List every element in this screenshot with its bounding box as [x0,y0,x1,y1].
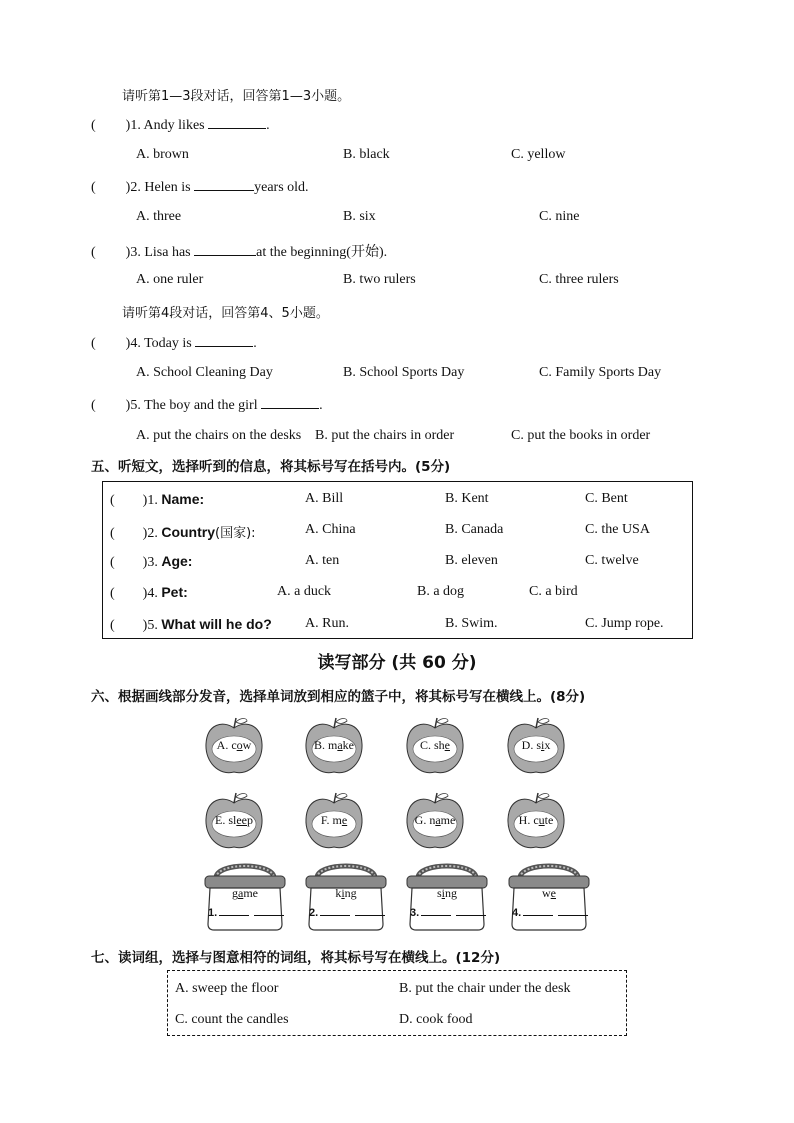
apple-word-card [404,791,466,853]
s5-num: )4. [142,586,158,601]
basket-answer-line[interactable]: 1. [208,906,284,919]
question-5-text: )5. The boy and the girl [125,398,258,413]
s5-r1-a: A. Bill [305,491,344,506]
s5-r3-a: A. ten [305,553,340,568]
q4-option-c: C. Family Sports Day [539,365,662,380]
basket-word: king [335,886,357,900]
s7-option-a: A. sweep the floor [175,981,279,996]
s5-r2-a: A. China [305,522,356,537]
q3-option-a: A. one ruler [136,272,204,287]
apple-word-card [303,716,365,778]
basket-answer-line[interactable]: 4. [512,906,588,919]
answer-blank[interactable] [208,116,266,129]
basket [404,860,490,932]
s5-r2-c: C. the USA [585,522,650,537]
question-4-text: )4. Today is [125,336,192,351]
question-3-text: )3. Lisa has [125,245,191,260]
section-7-title: 七、读词组，选择与图意相符的词组，将其标号写在横线上。(12分) [91,950,501,966]
q3-option-c: C. three rulers [539,272,619,287]
apple-word-card [505,791,567,853]
s7-option-b: B. put the chair under the desk [399,981,571,996]
s5-num: )2. [142,526,158,541]
answer-blank[interactable] [261,396,319,409]
q2-option-b: B. six [343,209,376,224]
basket [303,860,389,932]
s5-num: )5. [142,618,158,633]
apple-word-card [203,716,265,778]
apple-word-label: B. make [314,738,354,752]
s5-r3-c: C. twelve [585,553,639,568]
apple-word-label: H. cute [518,813,554,827]
q4-option-a: A. School Cleaning Day [136,365,273,380]
s5-r4-a: A. a duck [277,584,332,599]
answer-blank[interactable] [194,243,256,256]
s5-row-4: ( )4. Pet: [110,584,188,601]
basket-answer-line[interactable]: 3. [410,906,486,919]
question-2: ( )2. Helen is years old. [91,180,309,195]
apple-word-label: F. me [320,813,348,827]
apple-word-label: A. cow [216,738,252,752]
s5-label: What will he do? [161,616,272,632]
q3-option-b: B. two rulers [343,272,416,287]
apple-word-card [404,716,466,778]
q4-option-b: B. School Sports Day [343,365,465,380]
s5-num: )3. [142,555,158,570]
s7-option-c: C. count the candles [175,1012,289,1027]
q5-option-c: C. put the books in order [511,428,651,443]
s5-r4-c: C. a bird [529,584,578,599]
q2-option-c: C. nine [539,209,580,224]
q1-option-b: B. black [343,147,390,162]
apple-word-label: G. name [414,813,456,827]
s5-label: Country [161,524,216,540]
s5-row-3: ( )3. Age: [110,553,193,570]
apple-word-label: E. sleep [215,813,253,827]
s5-num: )1. [142,493,158,508]
answer-blank[interactable] [194,178,254,191]
s5-r1-c: C. Bent [585,491,628,506]
q1-option-c: C. yellow [511,147,566,162]
apple-word-label: C. she [419,738,450,752]
s5-label: Age: [161,553,193,569]
s7-option-d: D. cook food [399,1012,473,1027]
s5-r4-b: B. a dog [417,584,465,599]
basket [506,860,592,932]
part-heading: 读写部分 (共 60 分) [317,653,477,673]
question-5: ( )5. The boy and the girl . [91,398,323,413]
apple-word-card [505,716,567,778]
question-1: ( )1. Andy likes . [91,118,270,133]
section-5-title: 五、听短文，选择听到的信息，将其标号写在括号内。(5分) [91,459,451,475]
s5-row-5: ( )5. What will he do? [110,616,272,633]
instruction-1: 请听第1—3段对话，回答第1—3小题。 [122,89,351,104]
q5-option-a: A. put the chairs on the desks [136,428,302,443]
s5-label: Pet: [161,584,188,600]
section-6-title: 六、根据画线部分发音，选择单词放到相应的篮子中，将其标号写在横线上。(8分) [91,689,586,705]
question-2-tail: years old. [254,180,309,195]
basket [202,860,288,932]
basket-word: game [232,886,258,900]
basket-word: sing [436,886,457,900]
s5-r3-b: B. eleven [445,553,498,568]
s5-row-2: ( )2. Country(国家): [110,524,256,541]
s5-r5-c: C. Jump rope. [585,616,664,631]
s5-r1-b: B. Kent [445,491,489,506]
basket-word: we [542,886,556,900]
apple-word-card [203,791,265,853]
basket-answer-line[interactable]: 2. [309,906,385,919]
apple-word-label: D. six [521,738,551,752]
s5-r5-b: B. Swim. [445,616,498,631]
q1-option-a: A. brown [136,147,189,162]
s5-row-1: ( )1. Name: [110,491,205,508]
question-4: ( )4. Today is . [91,336,257,351]
question-1-text: )1. Andy likes [125,118,205,133]
instruction-2: 请听第4段对话，回答第4、5小题。 [122,306,329,321]
q2-option-a: A. three [136,209,182,224]
question-2-text: )2. Helen is [125,180,191,195]
s5-r2-b: B. Canada [445,522,504,537]
s5-r5-a: A. Run. [305,616,349,631]
s5-label-zh: (国家): [215,526,256,541]
answer-blank[interactable] [195,334,253,347]
q5-option-b: B. put the chairs in order [315,428,455,443]
question-3-tail: at the beginning(开始). [256,245,388,260]
s5-label: Name: [161,491,205,507]
apple-word-card [303,791,365,853]
question-3: ( )3. Lisa has at the beginning(开始). [91,245,388,260]
